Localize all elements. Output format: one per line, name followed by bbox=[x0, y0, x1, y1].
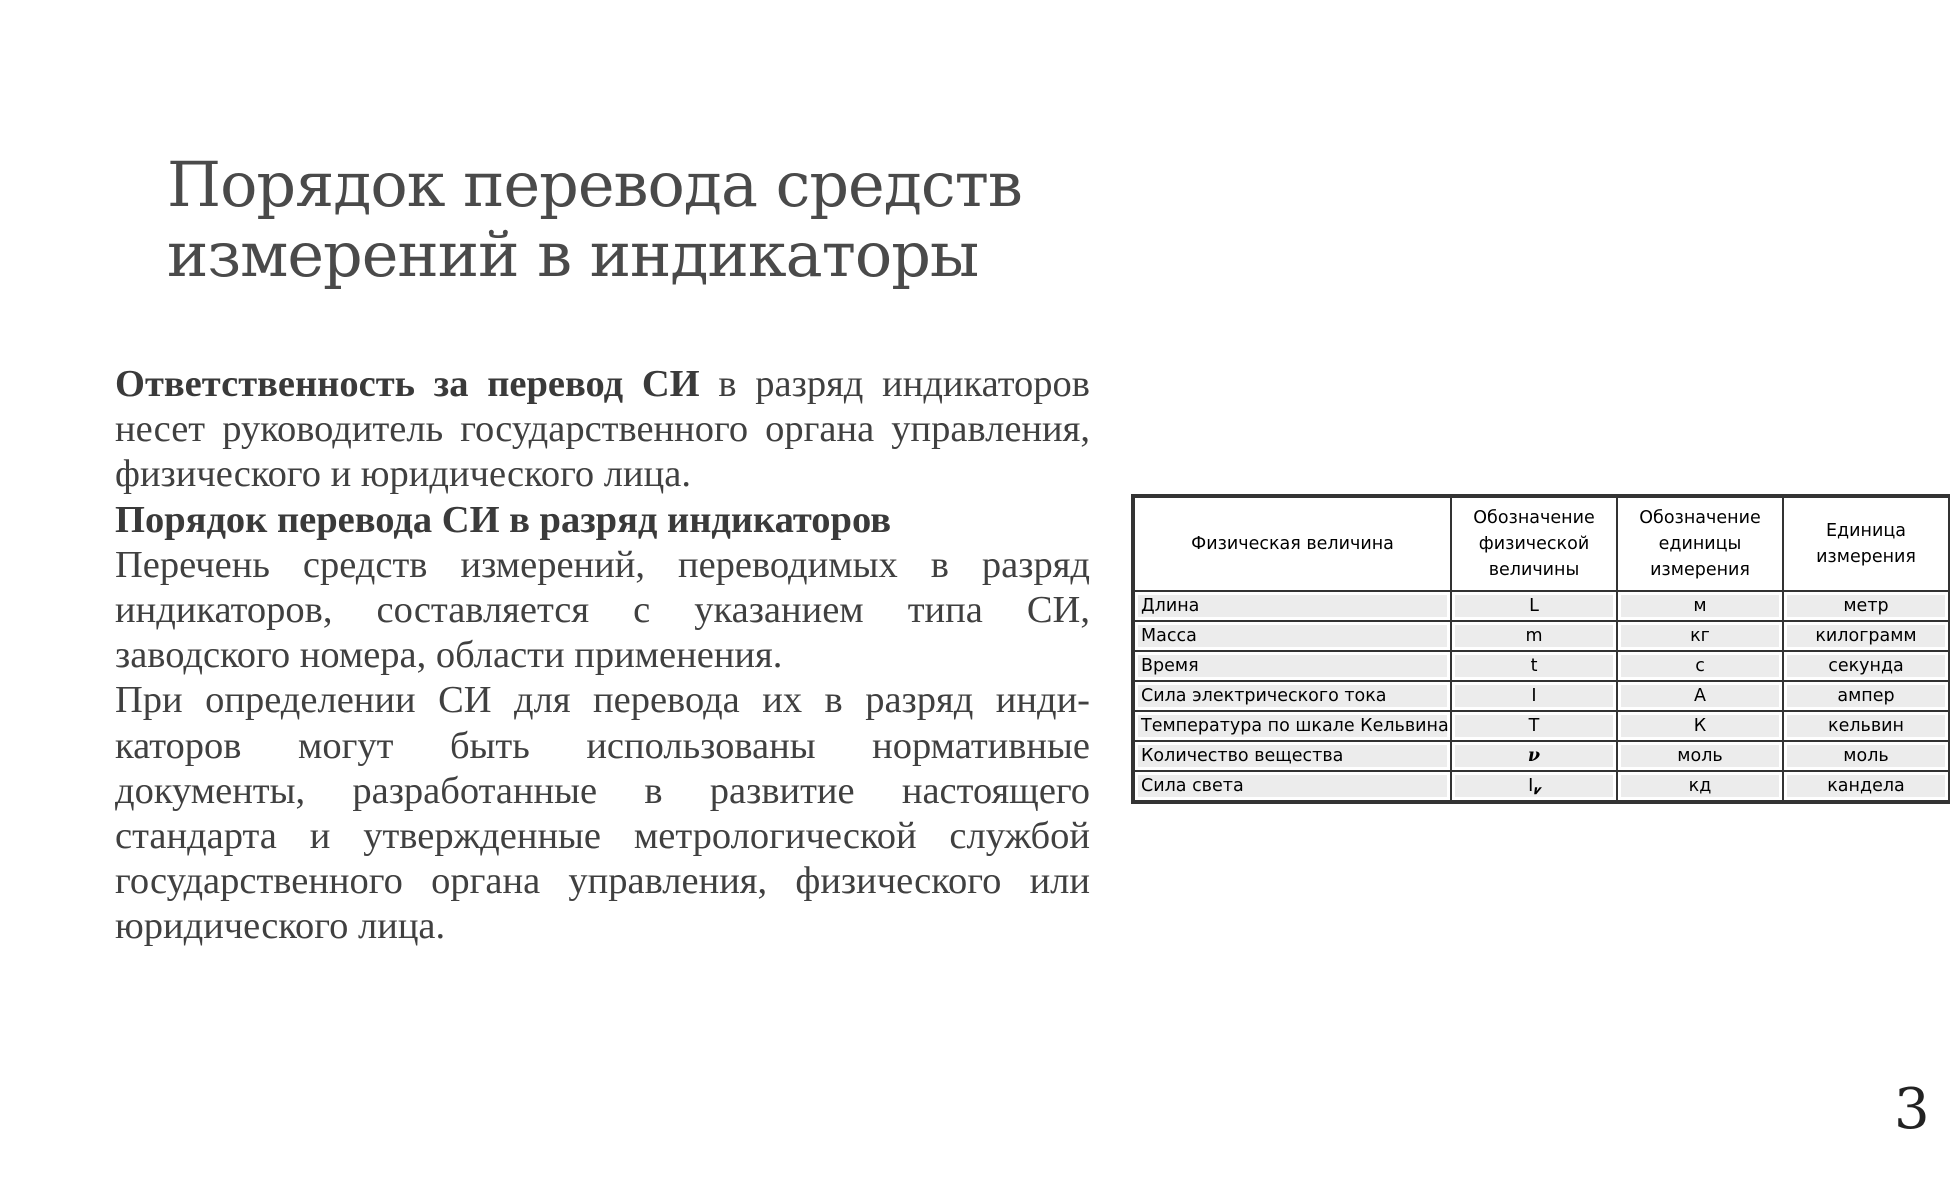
table-row bbox=[1134, 741, 1949, 771]
cell-symbol: T bbox=[1455, 715, 1613, 737]
cell-unit: метр bbox=[1787, 595, 1945, 617]
cell-unit: кельвин bbox=[1787, 715, 1945, 737]
cell-symbol: L bbox=[1455, 595, 1613, 617]
paragraph-responsibility bbox=[115, 362, 1090, 498]
paragraph-normative: При определении СИ для перевода их в разряд инди-каторов могут быть использованы нормативные документы, разработанные в развитие настоящего стандарта и утвержденные метрологической службой государственного органа управления, физического или юридического лица. bbox=[115, 679, 1090, 948]
cell-unit-symbol: А bbox=[1621, 685, 1779, 707]
cell-symbol: I bbox=[1455, 685, 1613, 707]
body-text bbox=[115, 362, 1090, 950]
cell-unit: ампер bbox=[1787, 685, 1945, 707]
table-row bbox=[1134, 681, 1949, 711]
cell-symbol: t bbox=[1455, 655, 1613, 677]
header-unit: Единица измерения bbox=[1783, 497, 1949, 591]
table-row bbox=[1134, 711, 1949, 741]
header-quantity: Физическая величина bbox=[1134, 497, 1451, 591]
units-table-container bbox=[1131, 494, 1950, 804]
cell-symbol bbox=[1455, 775, 1613, 797]
units-table bbox=[1133, 496, 1950, 802]
table-row bbox=[1134, 591, 1949, 621]
paragraph-responsibility-rest: в разряд индикаторов несет руководитель государственного органа управления, физического и юридического лица. bbox=[115, 363, 1090, 496]
cell-symbol: 𝝂 bbox=[1455, 745, 1613, 767]
header-unit-symbol: Обозначение единицы измерения bbox=[1617, 497, 1783, 591]
slide-title-line-1: Порядок перевода средств bbox=[167, 148, 1022, 221]
page-number: 3 bbox=[1894, 1077, 1930, 1142]
table-row bbox=[1134, 621, 1949, 651]
cell-quantity: Сила электрического тока bbox=[1138, 685, 1447, 707]
header-quantity-symbol: Обозначение физической величины bbox=[1451, 497, 1617, 591]
cell-unit-symbol: м bbox=[1621, 595, 1779, 617]
cell-unit: моль bbox=[1787, 745, 1945, 767]
cell-quantity: Масса bbox=[1138, 625, 1447, 647]
cell-quantity: Количество вещества bbox=[1138, 745, 1447, 767]
paragraph-list: Перечень средств измерений, переводимых в разряд индикаторов, составляется с указанием типа СИ, заводского номера, области применения. bbox=[115, 543, 1090, 677]
section-heading: Порядок перевода СИ в разряд индикаторов bbox=[115, 498, 892, 541]
cell-quantity: Температура по шкале Кельвина bbox=[1138, 715, 1447, 737]
cell-symbol-subscript: 𝒗 bbox=[1533, 783, 1540, 797]
cell-unit: секунда bbox=[1787, 655, 1945, 677]
slide-title-line-2: измерений в индикаторы bbox=[167, 218, 979, 291]
cell-symbol-base: I bbox=[1528, 776, 1534, 796]
cell-quantity: Время bbox=[1138, 655, 1447, 677]
paragraph-responsibility-bold: Ответственность за перевод СИ bbox=[115, 363, 700, 405]
slide-title bbox=[167, 150, 1167, 290]
cell-quantity: Длина bbox=[1138, 595, 1447, 617]
cell-unit-symbol: моль bbox=[1621, 745, 1779, 767]
cell-unit-symbol: с bbox=[1621, 655, 1779, 677]
cell-unit-symbol: кг bbox=[1621, 625, 1779, 647]
cell-symbol: m bbox=[1455, 625, 1613, 647]
cell-unit: кандела bbox=[1787, 775, 1945, 797]
table-row bbox=[1134, 651, 1949, 681]
table-row bbox=[1134, 771, 1949, 801]
cell-unit-symbol: кд bbox=[1621, 775, 1779, 797]
cell-unit-symbol: К bbox=[1621, 715, 1779, 737]
cell-unit: килограмм bbox=[1787, 625, 1945, 647]
table-header-row bbox=[1134, 497, 1949, 591]
cell-quantity: Сила света bbox=[1138, 775, 1447, 797]
